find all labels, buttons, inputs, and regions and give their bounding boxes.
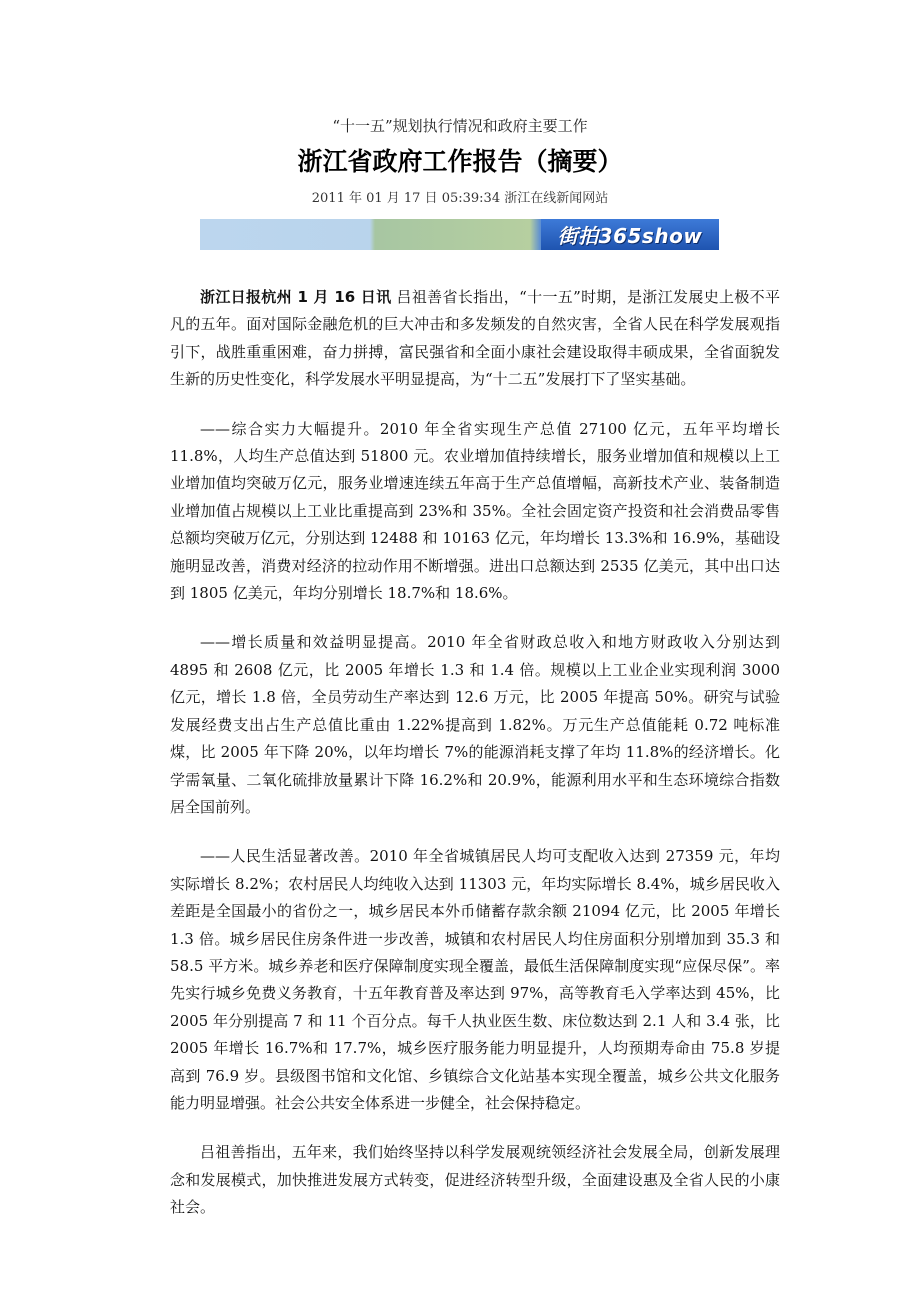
paragraph-1 [170, 284, 780, 394]
banner-logo: 街拍365show [541, 219, 719, 250]
paragraph-4: ——人民生活显著改善。2010 年全省城镇居民人均可支配收入达到 27359 元，年均实际增长 8.2%；农村居民人均纯收入达到 11303 元，年均实际增长 8.4%，城乡居民收入差距是全国最小的省份之一，城乡居民本外币储蓄存款余额 21094 亿元，比 2005 年增长 1.3 倍。城乡居民住房条件进一步改善，城镇和农村居民人均住房面积分别增加到 35.3 和 58.5 平方米。城乡养老和医疗保障制度实现全覆盖，最低生活保障制度实现“应保尽保”。率先实行城乡免费义务教育，十五年教育普及率达到 97%，高等教育毛入学率达到 45%，比 2005 年分别提高 7 和 11 个百分点。每千人执业医生数、床位数达到 2.1 人和 3.4 张，比 2005 年增长 16.7%和 17.7%，城乡医疗服务能力明显提升，人均预期寿命由 75.8 岁提高到 76.9 岁。县级图书馆和文化馆、乡镇综合文化站基本实现全覆盖，城乡公共文化服务能力明显增强。社会公共安全体系进一步健全，社会保持稳定。 [170, 847, 780, 1112]
banner-image [200, 219, 719, 250]
paragraph-1-text: 吕祖善省长指出，“十一五”时期，是浙江发展史上极不平凡的五年。面对国际金融危机的巨大冲击和多发频发的自然灾害，全省人民在科学发展观指引下，战胜重重困难，奋力拼搏，富民强省和全面小康社会建设取得丰硕成果，全省面貌发生新的历史性变化，科学发展水平明显提高，为“十二五”发展打下了坚实基础。 [170, 288, 781, 389]
paragraph-3: ——增长质量和效益明显提高。2010 年全省财政总收入和地方财政收入分别达到 4895 和 2608 亿元，比 2005 年增长 1.3 和 1.4 倍。规模以上工业企业实现利润 3000 亿元，增长 1.8 倍，全员劳动生产率达到 12.6 万元，比 2005 年提高 50%。研究与试验发展经费支出占生产总值比重由 1.22%提高到 1.82%。万元生产总值能耗 0.72 吨标准煤，比 2005 年下降 20%，以年均增长 7%的能源消耗支撑了年均 11.8%的经济增长。化学需氧量、二氧化硫排放量累计下降 16.2%和 20.9%，能源利用水平和生态环境综合指数居全国前列。 [170, 633, 780, 816]
article-title: 浙江省政府工作报告（摘要） [297, 147, 623, 176]
article-subtitle: “十一五”规划执行情况和政府主要工作 [332, 117, 588, 135]
article-body [170, 284, 780, 1244]
paragraph-2: ——综合实力大幅提升。2010 年全省实现生产总值 27100 亿元，五年平均增长 11.8%，人均生产总值达到 51800 元。农业增加值持续增长，服务业增加值和规模以上工业增加值均突破万亿元，服务业增速连续五年高于生产总值增幅，高新技术产业、装备制造业增加值占规模以上工业比重提高到 23%和 35%。全社会固定资产投资和社会消费品零售总额均突破万亿元，分别达到 12488 和 10163 亿元，年均增长 13.3%和 16.9%，基础设施明显改善，消费对经济的拉动作用不断增强。进出口总额达到 2535 亿美元，其中出口达到 1805 亿美元，年均分别增长 18.7%和 18.6%。 [170, 419, 780, 603]
paragraph-5: 吕祖善指出，五年来，我们始终坚持以科学发展观统领经济社会发展全局，创新发展理念和发展模式，加快推进发展方式转变，促进经济转型升级，全面建设惠及全省人民的小康社会。 [170, 1143, 780, 1217]
dateline: 浙江日报杭州 1 月 16 日讯 [200, 288, 392, 306]
article-meta: 2011 年 01 月 17 日 05:39:34 浙江在线新闻网站 [311, 191, 609, 206]
